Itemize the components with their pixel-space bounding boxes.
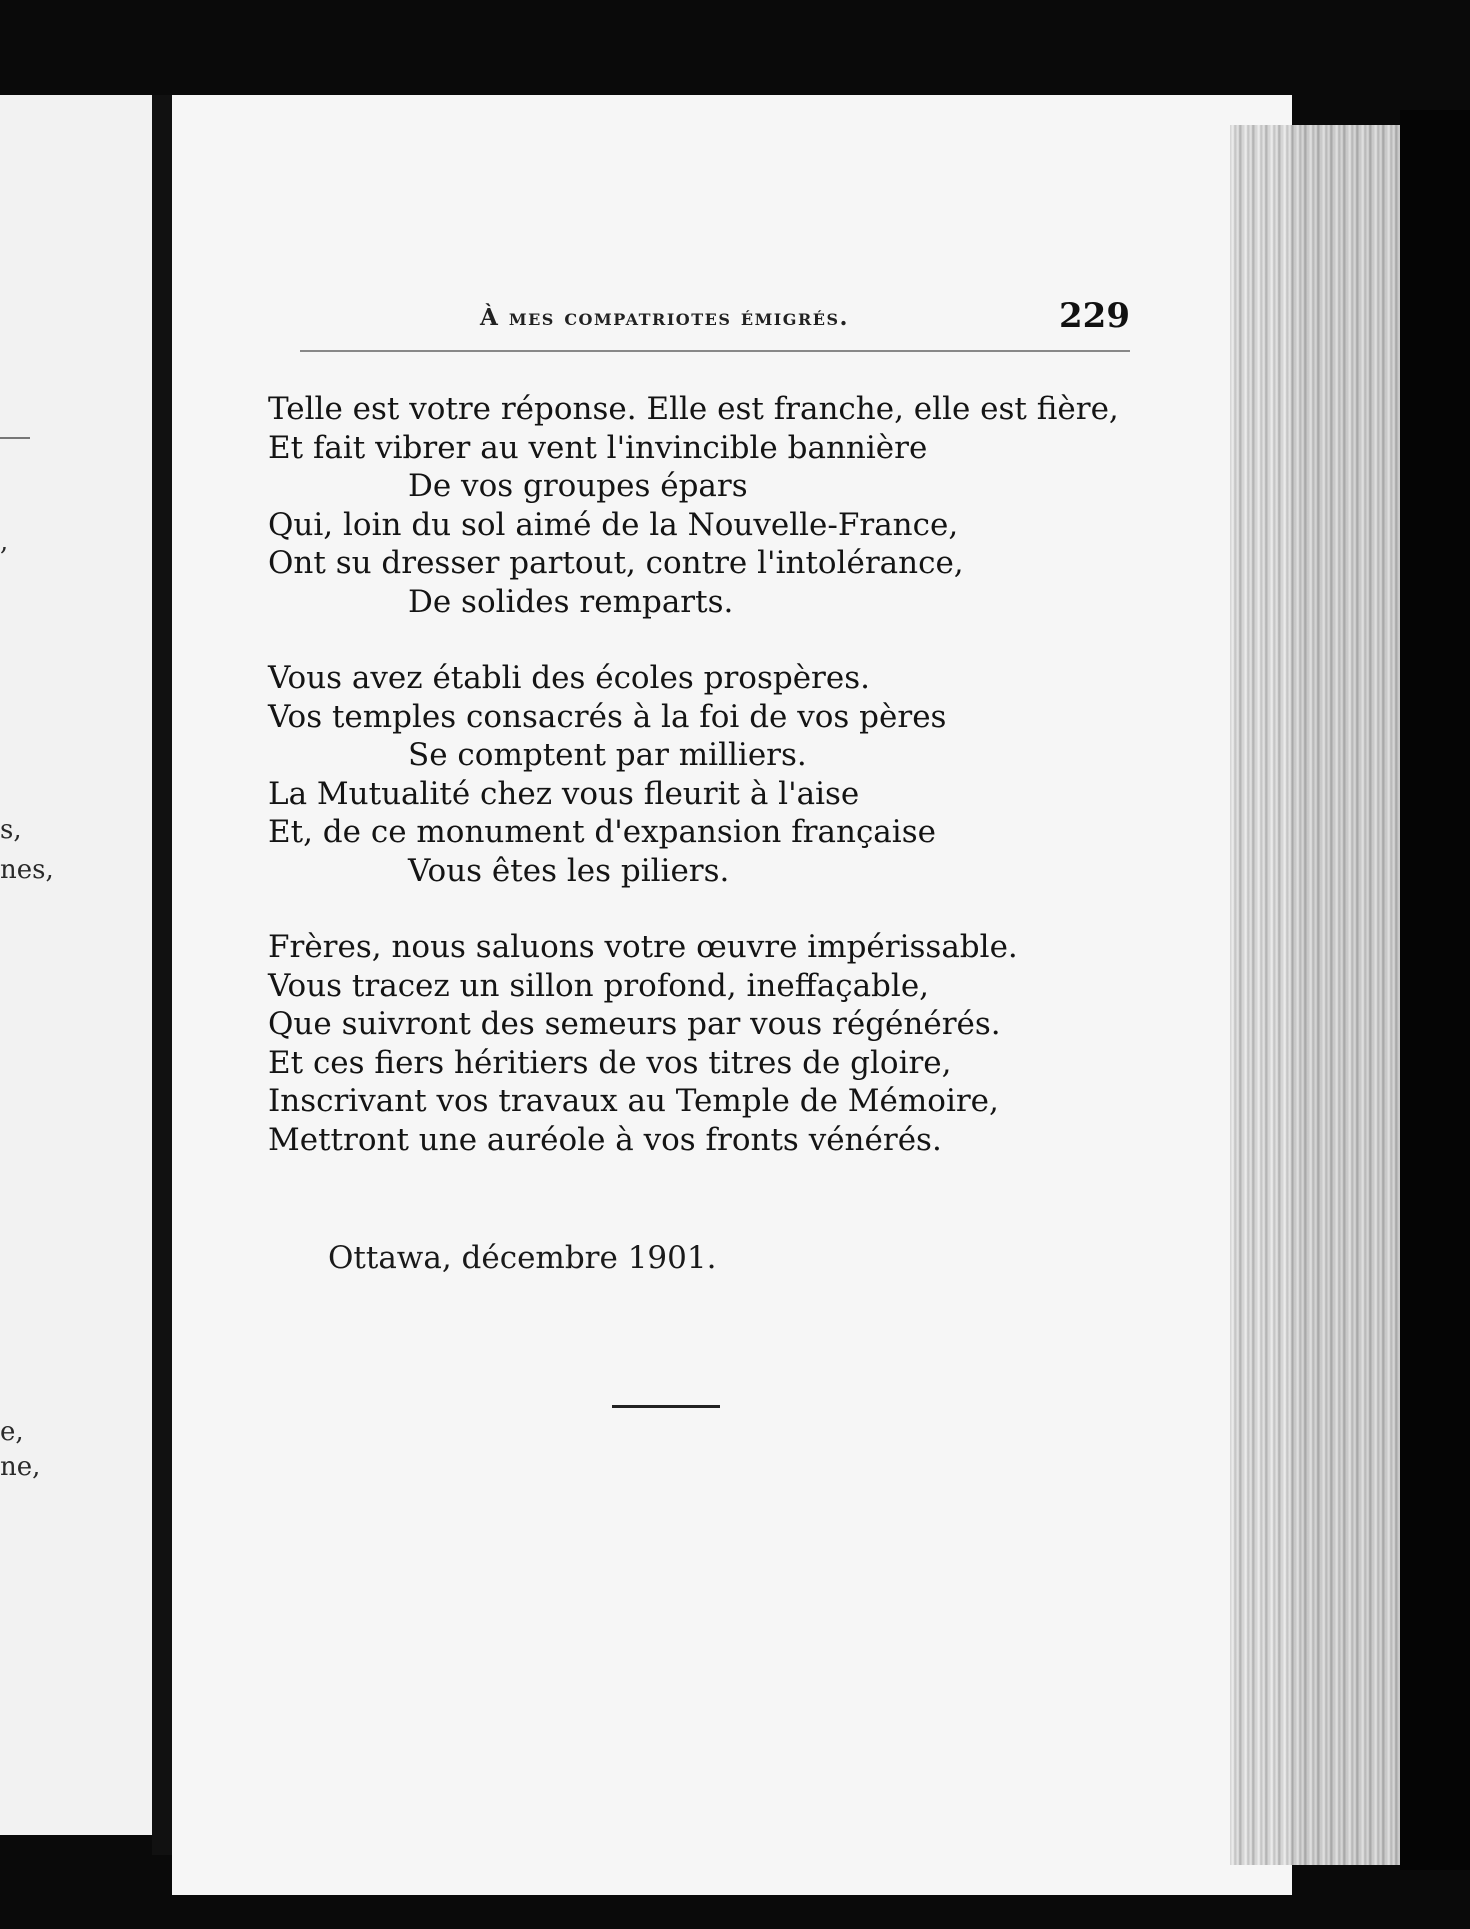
poem-line: Que suivront des semeurs par vous régénérés.	[268, 1006, 1001, 1042]
left-page-fragment: nes,	[0, 855, 54, 885]
running-head: À mes compatriotes émigrés.	[480, 304, 850, 331]
poem-line: Et fait vibrer au vent l'invincible bannière	[268, 429, 928, 466]
poem-line: Vous avez établi des écoles prospères.	[268, 660, 870, 696]
stanza	[268, 928, 1168, 1159]
book-gutter	[152, 95, 172, 1855]
poem-line: Et ces fiers héritiers de vos titres de gloire,	[268, 1044, 952, 1081]
end-rule	[612, 1405, 720, 1408]
poem-line: Inscrivant vos travaux au Temple de Mémoire,	[268, 1083, 999, 1119]
poem-line: Frères, nous saluons votre œuvre impérissable.	[268, 929, 1018, 965]
signature: Ottawa, décembre 1901.	[328, 1240, 717, 1276]
poem-line: Mettront une auréole à vos fronts vénérés.	[268, 1121, 942, 1158]
poem-line: La Mutualité chez vous fleurit à l'aise	[268, 775, 860, 812]
stanza	[268, 390, 1168, 621]
left-page-fragment: ne,	[0, 1452, 41, 1482]
left-page-fragment: ,	[0, 527, 9, 557]
page-header	[300, 296, 1130, 350]
left-facing-page	[0, 95, 168, 1835]
left-page-fragment: e,	[0, 1417, 24, 1447]
poem-line: Vous tracez un sillon profond, ineffaçable,	[268, 967, 930, 1004]
poem-line: Et, de ce monument d'expansion française	[268, 814, 936, 850]
poem-line: Vous êtes les piliers.	[408, 852, 730, 889]
poem-line: Se comptent par milliers.	[408, 737, 807, 773]
page-fore-edge	[1230, 125, 1412, 1865]
poem-line: Vos temples consacrés à la foi de vos pères	[268, 698, 947, 735]
left-page-rule	[0, 437, 30, 439]
poem-line: Ont su dresser partout, contre l'intolérance,	[268, 545, 964, 581]
poem-line: De vos groupes épars	[408, 468, 748, 504]
poem	[268, 390, 1168, 1197]
poem-line: De solides remparts.	[408, 583, 734, 620]
poem-line: Qui, loin du sol aimé de la Nouvelle-France,	[268, 506, 959, 543]
background-shadow	[1400, 110, 1470, 1870]
header-rule	[300, 350, 1130, 352]
page-number: 229	[1059, 296, 1130, 336]
left-page-fragment: s,	[0, 815, 22, 845]
stanza	[268, 659, 1168, 890]
poem-line: Telle est votre réponse. Elle est franche, elle est fière,	[268, 391, 1119, 427]
